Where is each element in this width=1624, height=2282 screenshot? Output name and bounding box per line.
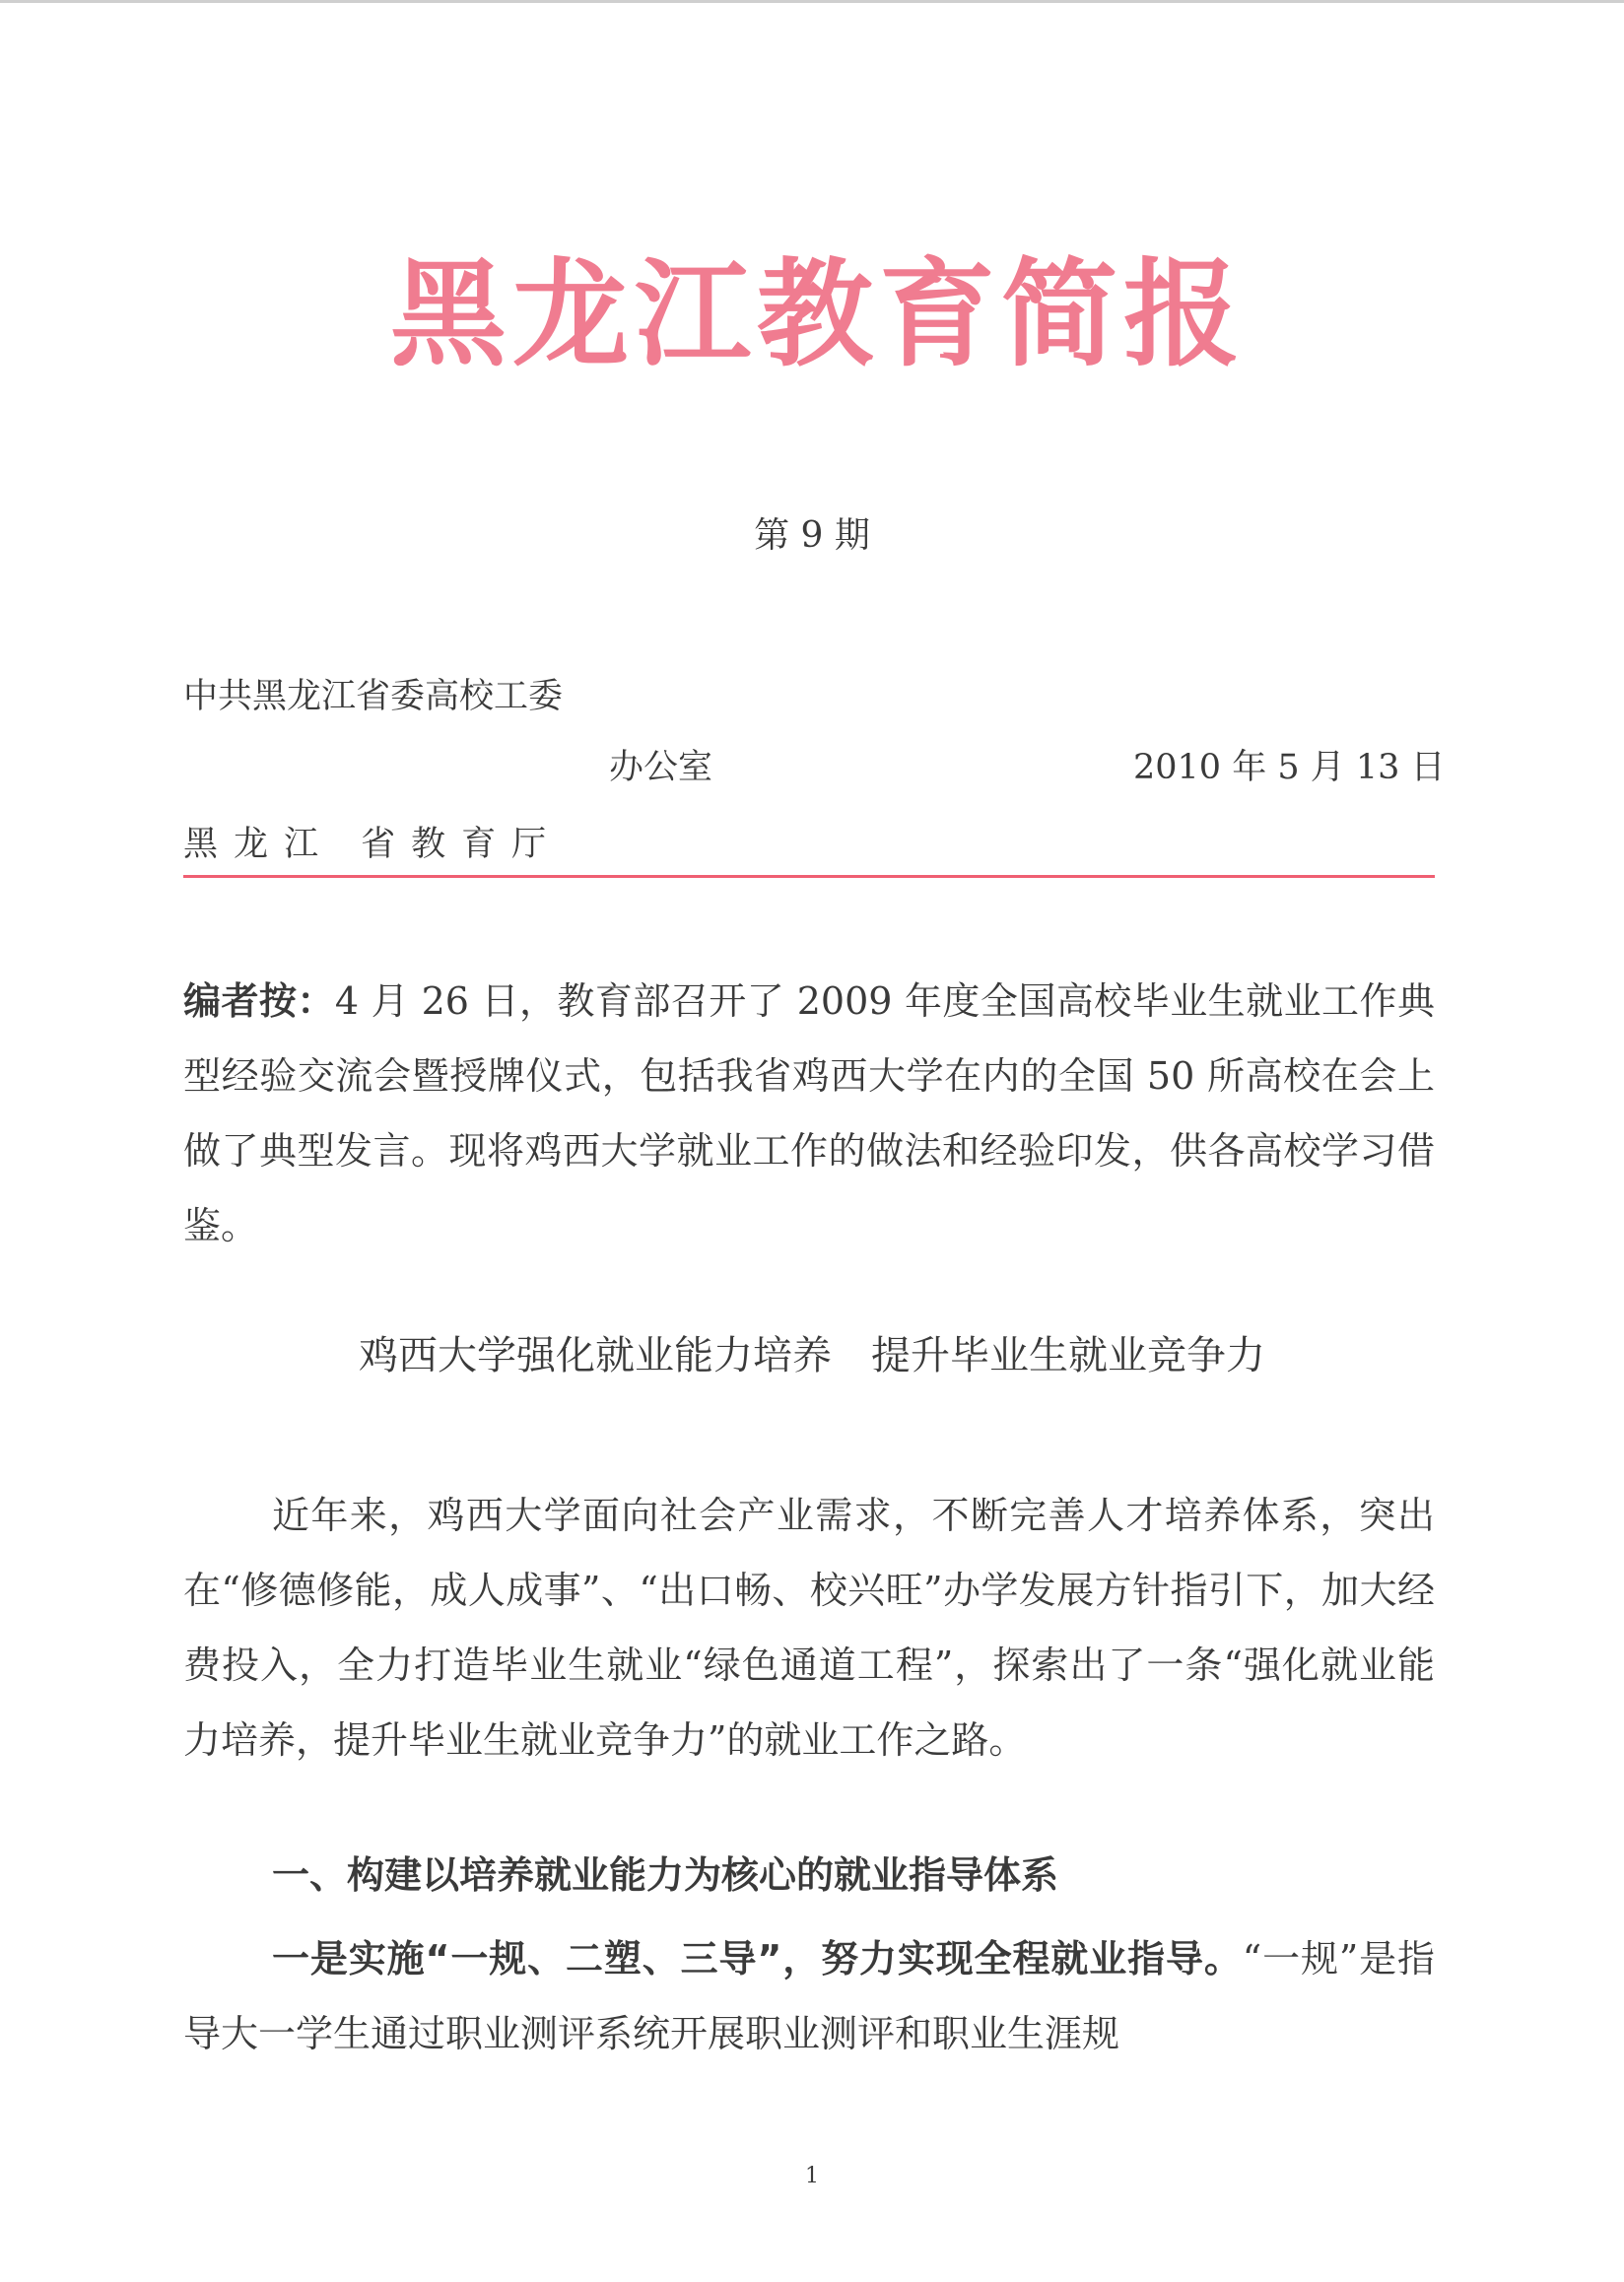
editor-note bbox=[183, 964, 1435, 1263]
editor-note-label: 编者按： bbox=[183, 979, 335, 1023]
issuer-office: 办公室 bbox=[609, 748, 713, 787]
issuer-education-department: 黑龙江 省教育厅 bbox=[183, 825, 563, 864]
masthead-title: 黑龙江教育简报 bbox=[389, 246, 1246, 382]
section-heading: 一、构建以培养就业能力为核心的就业指导体系 bbox=[272, 1853, 1059, 1897]
point-lead: 一是实施“一规、二塑、三导”，努力实现全程就业指导。 bbox=[272, 1937, 1243, 1980]
issue-number: 第 9 期 bbox=[754, 515, 870, 556]
article-title: 鸡西大学强化就业能力培养 提升毕业生就业竞争力 bbox=[359, 1333, 1265, 1378]
issuer-party-committee: 中共黑龙江省委高校工委 bbox=[183, 677, 564, 716]
editor-note-text: 4 月 26 日，教育部召开了 2009 年度全国高校毕业生就业工作典型经验交流会暨授牌仪式，包括我省鸡西大学在内的全国 50 所高校在会上做了典型发言。现将鸡西大学就业工作的做法和经验印发，供各高校学习借鉴。 bbox=[183, 979, 1435, 1247]
point-paragraph bbox=[183, 1921, 1435, 2071]
page-number: 1 bbox=[805, 2164, 819, 2188]
header-red-rule bbox=[183, 875, 1435, 878]
scan-top-edge bbox=[0, 0, 1624, 3]
point-text: “一规”是指导大一学生通过职业测评系统开展职业测评和职业生涯规 bbox=[183, 1937, 1436, 2055]
article-intro-paragraph: 近年来，鸡西大学面向社会产业需求，不断完善人才培养体系，突出在“修德修能，成人成事”、“出口畅、校兴旺”办学发展方针指引下，加大经费投入，全力打造毕业生就业“绿色通道工程”，探索出了一条“强化就业能力培养，提升毕业生就业竞争力”的就业工作之路。 bbox=[183, 1494, 1435, 1762]
issue-date: 2010 年 5 月 13 日 bbox=[1133, 748, 1446, 787]
